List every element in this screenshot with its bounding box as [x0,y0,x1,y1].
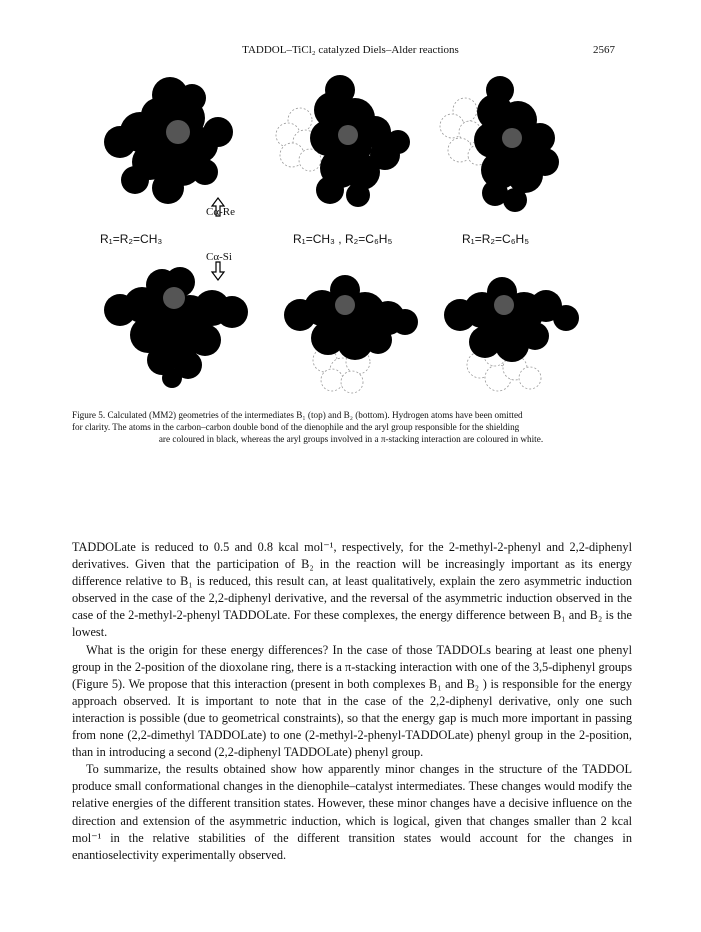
figure-5 [100,60,601,400]
caption-line-3: are coloured in black, whereas the aryl groups involved in a π-stacking interaction are coloured in white. [158,434,544,444]
paragraph-1: TADDOLate is reduced to 0.5 and 0.8 kcal mol⁻¹, respectively, for the 2-methyl-2-phenyl and 2,2-diphenyl derivatives. Given that the participation of B₂ in the reaction will be increasingly important as its energy difference relative to B₁ is reduced, this result can, at least qualitatively, explain the zero asymmetric induction observed in the case of the 2,2-diphenyl derivative, and the reversal of the asymmetric induction observed in the case of the 2-methyl-2-phenyl TADDOLate. For these complexes, the energy difference between B₁ and B₂ is the lowest. [72,540,632,640]
molecular-models-image [100,60,601,400]
paragraph-3: To summarize, the results obtained show how apparently minor changes in the structure of the TADDOL produce small conformational changes in the dienophile–catalyst intermediates. These changes would modify the relative energies of the different transition states. However, these minor changes have a decisive influence on the direction and extension of the asymmetric induction, which is logical, given that changes smaller than 2 kcal mol⁻¹ in the relative stabilities of the different transition states would account for the changes in enantioselectivity experimentally observed. [72,762,632,862]
model-top-1 [104,77,233,204]
label-r-ch3: R₁=R₂=CH₃ [100,232,163,246]
model-top-2 [276,75,410,207]
label-r-ch3-c6h5: R₁=CH₃ , R₂=C₆H₅ [293,232,393,246]
arrow-down-icon [212,262,224,280]
model-bottom-2 [284,275,418,393]
caption-line-2: for clarity. The atoms in the carbon–carbon double bond of the dienophile and the aryl group responsible for the shielding [72,422,520,432]
label-r-c6h5: R₁=R₂=C₆H₅ [462,232,530,246]
running-head: TADDOL–TiCl₂ catalyzed Diels–Alder reactions [242,44,459,56]
figure-caption [72,409,630,445]
page-header [0,44,701,60]
model-bottom-1 [104,267,248,388]
arrow-top-label: Cα-Re [206,206,235,218]
caption-line-1: Figure 5. Calculated (MM2) geometries of the intermediates B₁ (top) and B₂ (bottom). Hydrogen atoms have been omitted [72,410,523,420]
page-number: 2567 [593,44,615,56]
body-text [72,539,632,864]
paragraph-2: What is the origin for these energy differences? In the case of those TADDOLs bearing at least one phenyl group in the 2-position of the dioxolane ring, there is a π-stacking interaction with one of the 3,5-diphenyl groups (Figure 5). We propose that this interaction (present in both complexes B₁ and B₂ ) is responsible for the energy approach observed. It is important to note that in the case of the 2,2-diphenyl derivative, only one such interaction is possible (due to geometrical constraints), so that the energy gap is much more important in passing from none (2,2-dimethyl TADDOLate) to one (2-methyl-2-phenyl-TADDOLate) phenyl group in the 2-position, than in introducing a second (2,2-diphenyl TADDOLate) phenyl group. [72,642,632,760]
model-top-3 [440,76,559,212]
arrow-bottom-label: Cα-Si [206,251,232,263]
model-bottom-3 [444,277,579,391]
